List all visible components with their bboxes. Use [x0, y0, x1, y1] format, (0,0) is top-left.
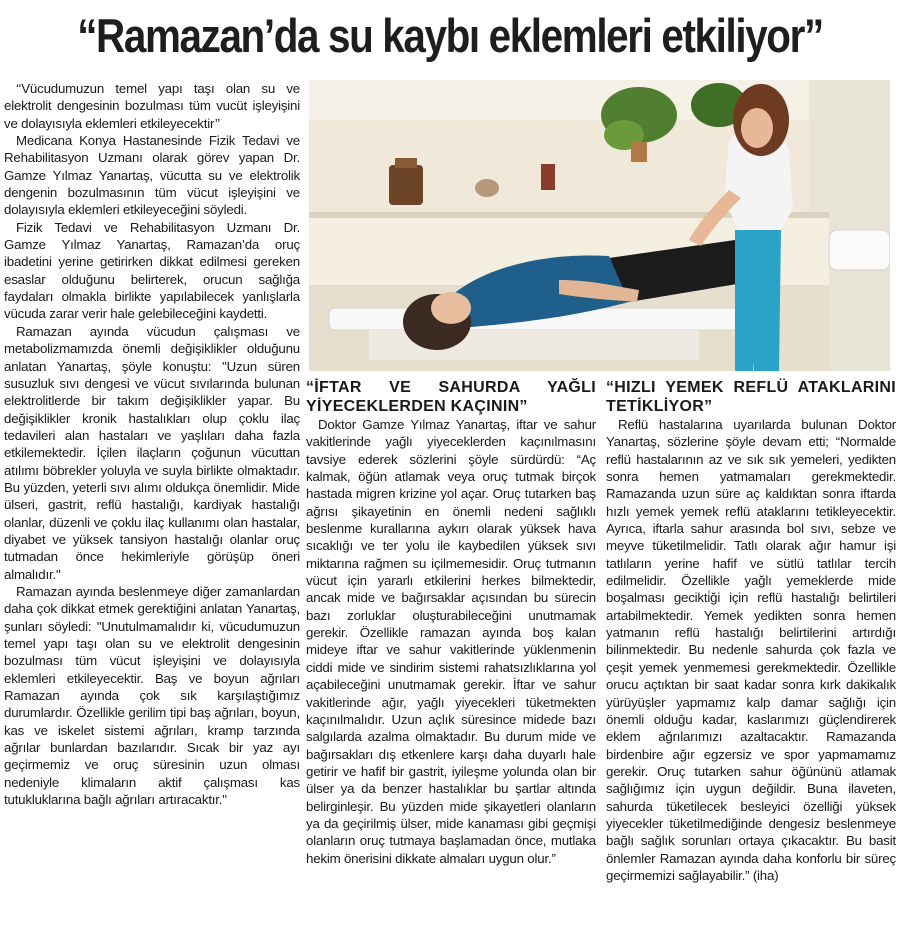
paragraph: Ramazan ayında vücudun çalışması ve metabolizmamızda önemli değişiklikler olduğunu anlatan Yanartaş, şöyle konuştu: "Uzun süren susuzluk sıvı dengesi ve vücut sıvılarında bulunan elektrolitlerde bir takım değişiklikler yapar. Bu değişiklikler kronik hastalıkları olup çoklu ilaç tedavileri alan hastaları ve yaşlıları daha fazla etkilemektedir. İçilen ilaçların çoğunun vücuttan atılımı böbrekler yoluyla ve suyla birlikte olmaktadır. Bu yüzden, yeterli sıvı alımı oldukça önemlidir. Mide ülseri, gastrit, reflü hastalığı, kardiyak hastalığı olanlar, düzenli ve çoklu ilaç kullanımı olan hastalar, diyabet ve yüksek tansiyon hastalığı olanlar oruç tutmadan önce hekimleriyle görüşüp öneri almalıdır.": [4, 323, 300, 582]
paragraph: ‘‘Vücudumuzun temel yapı taşı olan su ve elektrolit dengesinin bozulması tüm vucüt işleyişini ve dolayısıyla eklemleri etkileyecektir’’: [4, 81, 300, 131]
paragraph: Ramazan ayında beslenmeye diğer zamanlardan daha çok dikkat etmek gerektiğini anlatan Yanartaş, şunları söyledi: "Unutulmamalıdır ki, vücudumuzun temel yapı taşı olan su ve elektrolit dengesinin bozulması tüm vücut işleyişini ve dolayısıyla eklemleri etkileyecektir. Baş ve boyun ağrıları Ramazan ayında çok sık karşılaştığımız durumlardır. Özellikle gerilim tipi baş ağrıları, boyun, kas ve iskelet sistemi ağrıları, kramp tarzında ağrılar bunlardan bazılarıdır. Sıcak bir yaz ayı geçirmemiz ve oruç süresinin uzun olması nedeniyle klimaların aktif çalışması kas tutukluklarına bağlı ağrıları artıracaktır.": [4, 583, 300, 808]
section-subhead: “İFTAR VE SAHURDA YAĞLI YİYECEKLERDEN KAÇININ”: [306, 379, 596, 415]
paragraph: Medicana Konya Hastanesinde Fizik Tedavi ve Rehabilitasyon Uzmanı olarak görev yapan Dr. Gamze Yılmaz Yanartaş, vücutta su ve elektrolik dengenin bozulmasının tüm vücut işleyişini ve dolayısıyla eklemleri etkileyeceğini söyledi.: [4, 133, 300, 218]
section-subhead: “HIZLI YEMEK REFLÜ ATAKLARINI TETİKLİYOR”: [606, 379, 896, 415]
left-column: [4, 80, 300, 808]
paragraph: Reflü hastalarına uyarılarda bulunan Doktor Yanartaş, sözlerine şöyle devam etti; “Normalde reflü hastalarının az ve sık sık yemeleri, yedikten sonra hemen yatmamaları gerekmektedir. Ramazanda uzun süre aç kaldıktan sonra iftarda hızlı yemek yemek reflü ataklarını tetikleyecektir. Ayrıca, iftarla sahur arasında bol sıvı, sebze ve meyve tüketilmelidir. Tatlı olarak ağır hamur işi tatlıların yerine hafif ve sütlü tatlılar tercih edilmelidir. Özellikle yağlı yemeklerde mide boşalması gecikti̇ği için reflü hastalığı belirtileri artabilmektedir. Yemek yedikten sonra hemen yatmanın reflü hastalığı belirtilerini artırdığı bilinmektedir. Bu nedenle sahurda çok fazla ve çeşit yemek yenmemesi gerekmektedir. Özellikle orucu açtıktan bir saat kadar sonra kırk dakikalık yürüyüşler yapmamız kalp damar sağlığı için önemli olduğu kadar, kaslarımızı güçlendirerek eklem ağrılarımızı azaltacaktır. Ramazanda birdenbire ağır egzersiz ve spor yapmamamız gerekir. Oruç tutarken sahur öğününü atlamak sağlığımız için uygun değildir. Buna ilaveten, sahurda tüketilecek besleyici özelliği yüksek yiyecekler tüketilmediğinde dengesiz beslenmeye bağlı sağlık sorunları ortaya çıkacaktır. Bu basit önlemler Ramazan ayında daha konforlu bir süreç geçirmemizi sağlayabilir.” (iha): [606, 417, 896, 883]
middle-column: [306, 378, 596, 867]
paragraph: Fizik Tedavi ve Rehabilitasyon Uzmanı Dr. Gamze Yılmaz Yanartaş, Ramazan’da oruç ibadetini yerine getirirken dikkat edilmesi gereken esaslar olduğunu belirterek, orucun sağlığa faydaları olmakla birlikte yapılabilecek yanlışlarla vücuda zarar verir hale gelebileceğini kaydetti.: [4, 219, 300, 322]
examination-photo: [309, 80, 890, 371]
paragraph: Doktor Gamze Yılmaz Yanartaş, iftar ve sahur vakitlerinde yağlı yiyeceklerden kaçınılmasını tavsiye ederek sözlerini şöyle sürdürdü: “Aç kalmak, öğün atlamak veya oruç tutmak birçok hastada migren krizine yol açar. Oruç tutarken baş ağrısı şikayetinin en önemli nedeni sağlıklı beslenme kurallarına aykırı olarak yüksek hava sıcaklığı ve ter yolu ile kaybedilen yüksek sıvı miktarına rağmen su içilmemesidir. Oruç tutmanın vücut için yararlı etkilerini herkes bilmektedir, ancak mide ve bağırsaklar açısından bu sürecin bazı zorluklar oluşturabileceğini unutmamak gerekir. Özellikle ramazan ayında boş kalan mideye iftar ve sahur vakitlerinde yüklenmenin ciddi mide ve sindirim sistemi rahatsızlıklarına yol açabileceğini unutmamak gerekir. İftar ve sahur vakitlerinde ağır, yağlı yiyecekleri tüketmekten kaçınılmalıdır. Uzun açlık süresince midede bazı salgılarda azalma olmaktadır. Bu durum mide ve bağırsakları dış etkenlere karşı daha duyarlı hale getirir ve hafif bir gastrit, iyileşme yolunda olan bir ülser ya da benzer hastalıklar bu şartlar altında belirginleşir. Bu yüzden mide şikayetleri olanların ya da geçirilmiş ülser, mide kanaması gibi geçmişi olanların oruç tutmaya başlamadan önce, mutlaka hekim önerisini dikkate almaları uygun olur.”: [306, 417, 596, 866]
article-headline: “Ramazan’da su kaybı eklemleri etkiliyor”: [77, 8, 823, 62]
photo-illustration: [309, 80, 890, 371]
right-column: [606, 378, 896, 884]
